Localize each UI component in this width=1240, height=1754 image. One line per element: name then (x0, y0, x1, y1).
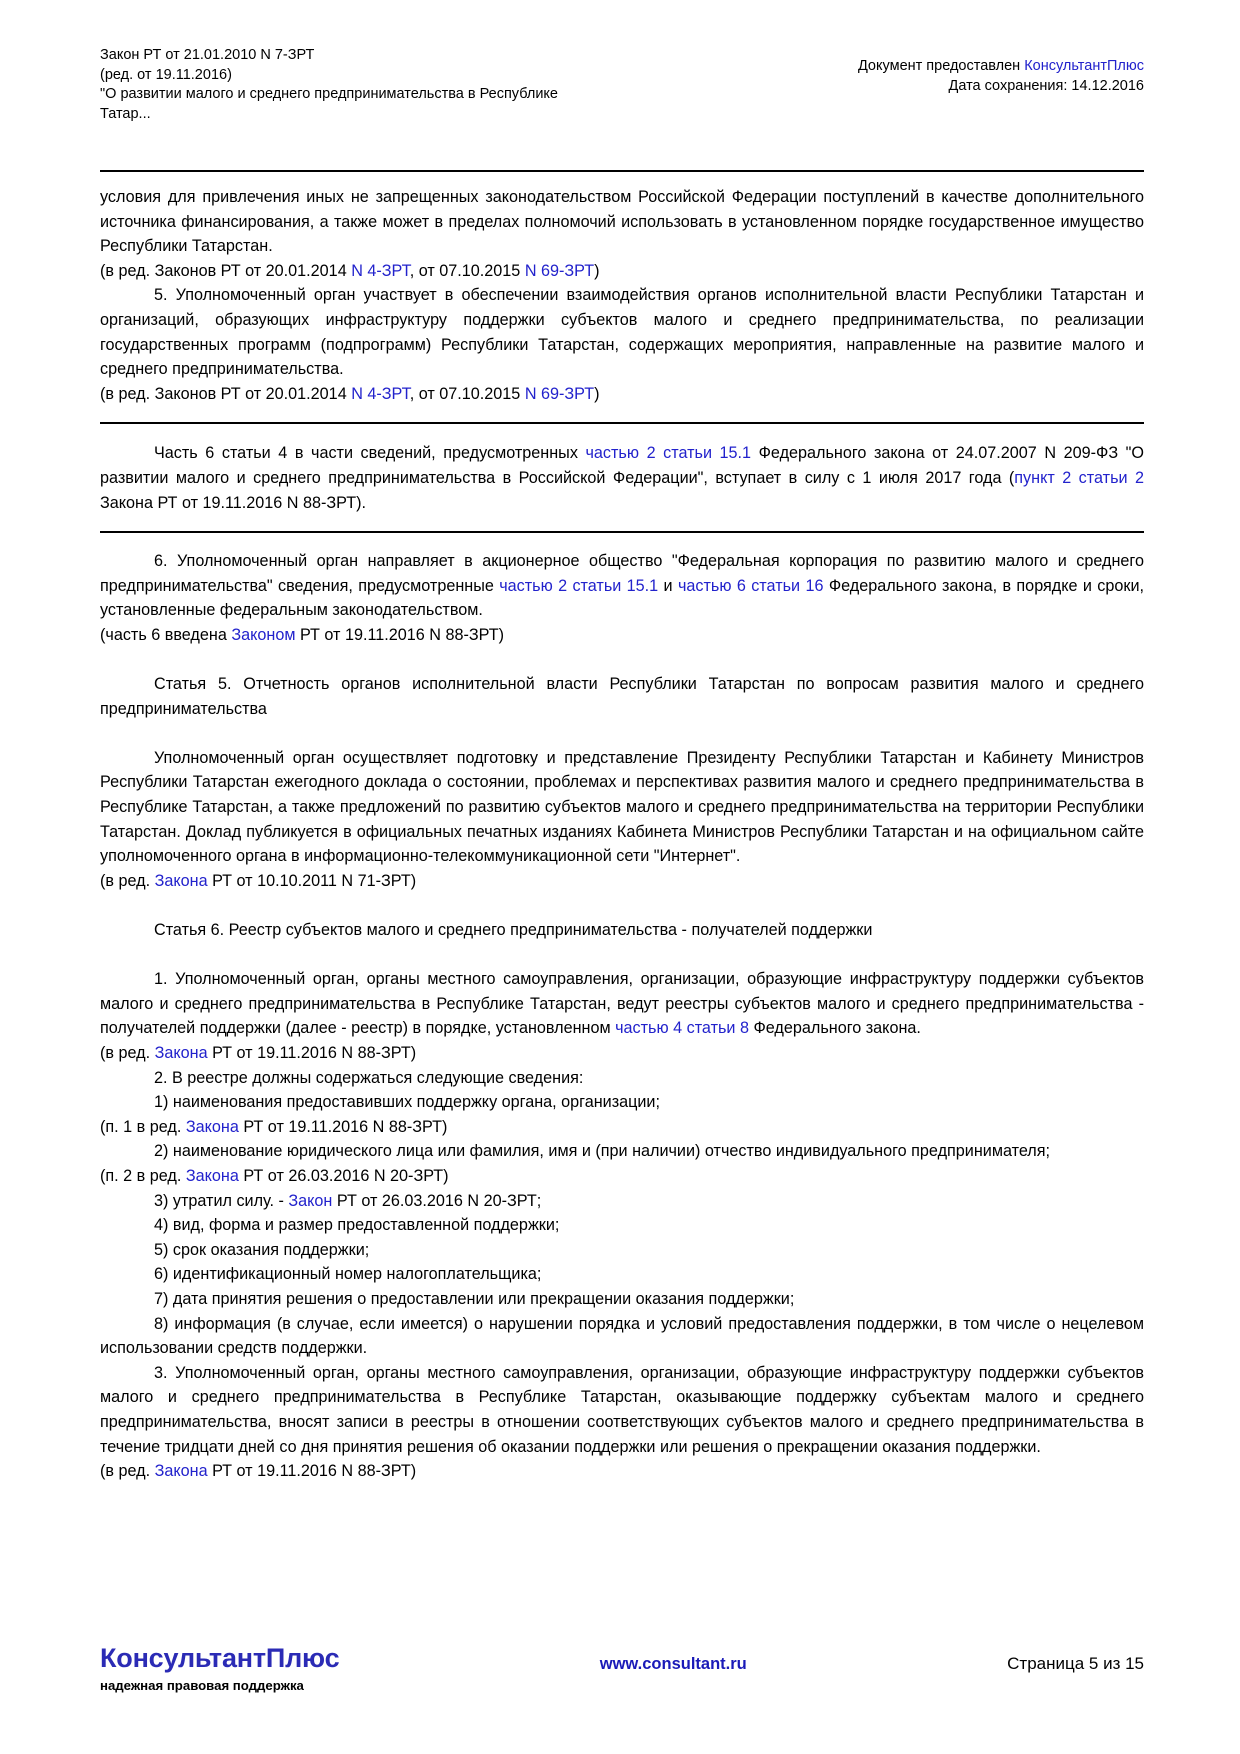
law-link[interactable]: Закона (154, 871, 208, 890)
note-suffix: Закона РТ от 19.11.2016 N 88-ЗРТ). (100, 493, 367, 512)
amendment-middle: , от 07.10.2015 (409, 261, 525, 280)
law-link[interactable]: N 4-ЗРТ (351, 261, 410, 280)
amendment-note-2 (100, 382, 1144, 407)
federal-law-link[interactable]: частью 2 статьи 15.1 (585, 444, 752, 463)
page-footer (100, 1642, 1144, 1693)
article-5-paragraph: Уполномоченный орган осуществляет подготовку и представление Президенту Республики Татарстан и Кабинету Министров Республики Татарстан ежегодного доклада о состоянии, проблемах и перспективах развития малого и среднего предпринимательства в Республике Татарстан, а также предложений по развитию субъектов малого и среднего предпринимательства на территории Республики Татарстан. Доклад публикуется в официальных печатных изданиях Кабинета Министров Республики Татарстан и на официальном сайте уполномоченного органа в информационно-телекоммуникационной сети "Интернет". (100, 748, 1144, 866)
article-6-clause-3: 3. Уполномоченный орган, органы местного самоуправления, организации, образующие инфраструктуру поддержки субъектов малого и среднего предпринимательства в Республике Татарстан, оказывающие поддержку субъектам малого и среднего предпринимательства, вносят записи в реестры в отношении соответствующих субъектов малого и среднего предпринимательства в течение тридцати дней со дня принятия решения об оказании поддержки или решения о прекращении оказания поддержки. (100, 1363, 1144, 1456)
document-title-line2: Татар... (100, 105, 151, 122)
amendment-prefix: (в ред. (100, 1044, 155, 1062)
law-link[interactable]: N 69-ЗРТ (524, 261, 595, 280)
document-revision: (ред. от 19.11.2016) (100, 66, 232, 83)
federal-law-link[interactable]: частью 4 статьи 8 (615, 1019, 749, 1038)
clause-5: 5. Уполномоченный орган участвует в обеспечении взаимодействия органов исполнительной власти Республики Татарстан и организаций, образующих инфраструктуру поддержки субъектов малого и среднего предпринимательства, по реализации государственных программ (подпрограмм) Республики Татарстан, содержащих мероприятия, направленные на развитие малого и среднего предпринимательства. (100, 286, 1144, 379)
page-header (100, 46, 1144, 124)
amendment-note-4 (100, 869, 1144, 894)
clause-1-prefix: 1. Уполномоченный орган, органы местного самоуправления, организации, образующие инфраструктуру поддержки субъектов малого и среднего предпринимательства в Республике Татарстан, ведут реестры субъектов малого и среднего предпринимательства - получателей поддержки (далее - реестр) в порядке, установленном (100, 970, 1144, 1038)
amendment-note-6 (100, 1115, 1144, 1140)
amendment-prefix: (п. 1 в ред. (100, 1117, 186, 1136)
law-link[interactable]: Законом (231, 625, 296, 644)
article-5-heading: Статья 5. Отчетность органов исполнительной власти Республики Татарстан по вопросам развития малого и среднего предпринимательства (100, 675, 1144, 718)
amendment-prefix: (п. 2 в ред. (100, 1166, 186, 1185)
document-identification (100, 46, 558, 124)
item-3-prefix: 3) утратил силу. - (154, 1191, 289, 1210)
registry-item-5: 5) срок оказания поддержки; (154, 1240, 370, 1259)
clause-6-middle: и (658, 576, 678, 595)
amendment-note-8 (100, 1459, 1144, 1484)
document-source-info (858, 46, 1144, 96)
registry-item-2: 2) наименование юридического лица или фамилия, имя и (при наличии) отчество индивидуального предпринимателя; (154, 1142, 1051, 1161)
law-link[interactable]: Закона (185, 1166, 239, 1185)
saved-date: Дата сохранения: 14.12.2016 (948, 77, 1144, 94)
amendment-suffix: РТ от 19.11.2016 N 88-ЗРТ) (207, 1462, 417, 1481)
clause-6-suffix: Федерального закона, в порядке и сроки, установленные федеральным законодательством. (100, 576, 1144, 620)
clause-6-prefix: 6. Уполномоченный орган направляет в акционерное общество "Федеральная корпорация по развитию малого и среднего предпринимательства" сведения, предусмотренные (100, 552, 1144, 595)
amendment-suffix: РТ от 19.11.2016 N 88-ЗРТ) (295, 625, 504, 644)
item-3-suffix: РТ от 26.03.2016 N 20-ЗРТ; (332, 1191, 542, 1210)
clause-6 (100, 549, 1144, 623)
registry-item-4: 4) вид, форма и размер предоставленной поддержки; (154, 1216, 560, 1235)
amendment-prefix: (в ред. Законов РТ от 20.01.2014 (100, 261, 352, 280)
note-bottom-divider (100, 531, 1144, 533)
amendment-prefix: (в ред. (100, 871, 155, 890)
amendment-note-7 (100, 1164, 1144, 1189)
provided-by-line (858, 57, 1144, 77)
registry-item-1: 1) наименования предоставивших поддержку органа, организации; (154, 1093, 660, 1112)
brand-tagline: надежная правовая поддержка (100, 1677, 304, 1693)
consultant-plus-link[interactable]: КонсультантПлюс (1024, 58, 1144, 74)
article-6-clause-2: 2. В реестре должны содержаться следующие сведения: (154, 1068, 584, 1087)
document-law-number: Закон РТ от 21.01.2010 N 7-ЗРТ (100, 47, 315, 63)
paragraph-continuation: условия для привлечения иных не запрещенных законодательством Российской Федерации поступлений в качестве дополнительного источника финансирования, а также может в пределах полномочий использовать в установленном порядке государственное имущество Республики Татарстан. (100, 188, 1144, 256)
law-link[interactable]: N 4-ЗРТ (351, 384, 410, 403)
amendment-suffix: РТ от 26.03.2016 N 20-ЗРТ) (238, 1166, 449, 1185)
amendment-middle: , от 07.10.2015 (409, 384, 525, 403)
article-6-clause-1 (100, 967, 1144, 1041)
amendment-prefix: (часть 6 введена (100, 625, 232, 644)
document-body (100, 172, 1144, 1484)
law-link[interactable]: Закон (288, 1191, 333, 1210)
consultant-plus-logo (100, 1642, 340, 1693)
editorial-note-box (100, 422, 1144, 533)
registry-item-7: 7) дата принятия решения о предоставлении или прекращении оказания поддержки; (154, 1289, 795, 1308)
law-clause-link[interactable]: пункт 2 статьи 2 (1014, 468, 1145, 487)
amendment-suffix: ) (594, 384, 600, 403)
editorial-note-text (100, 441, 1144, 515)
law-link[interactable]: Закона (185, 1117, 239, 1136)
clause-1-suffix: Федерального закона. (748, 1019, 921, 1038)
document-title-line1: "О развитии малого и среднего предпринимательства в Республике (100, 86, 558, 102)
law-link[interactable]: Закона (154, 1462, 208, 1481)
amendment-note-1 (100, 259, 1144, 284)
amendment-suffix: РТ от 10.10.2011 N 71-ЗРТ) (207, 871, 417, 890)
amendment-suffix: ) (594, 261, 600, 280)
amendment-note-3 (100, 623, 1144, 648)
amendment-prefix: (в ред. Законов РТ от 20.01.2014 (100, 384, 352, 403)
brand-name: КонсультантПлюс (100, 1642, 340, 1673)
amendment-prefix: (в ред. (100, 1462, 155, 1481)
registry-item-3 (100, 1189, 1144, 1214)
note-middle: Федерального закона от 24.07.2007 N 209-ФЗ "О развитии малого и среднего предпринимательства в Российской Федерации", вступает в силу с 1 июля 2017 года ( (100, 444, 1144, 487)
page-number: Страница 5 из 15 (1007, 1653, 1144, 1673)
law-link[interactable]: N 69-ЗРТ (524, 384, 595, 403)
federal-law-link[interactable]: частью 6 статьи 16 (677, 576, 824, 595)
consultant-website-link[interactable]: www.consultant.ru (599, 1654, 747, 1673)
amendment-suffix: РТ от 19.11.2016 N 88-ЗРТ) (238, 1117, 448, 1136)
provided-by-label: Документ предоставлен (857, 58, 1025, 74)
registry-item-8: 8) информация (в случае, если имеется) о нарушении порядка и условий предоставления поддержки, в том числе о нецелевом использовании средств поддержки. (100, 1314, 1144, 1358)
amendment-note-5 (100, 1041, 1144, 1066)
article-6-heading: Статья 6. Реестр субъектов малого и среднего предпринимательства - получателей поддержки (154, 921, 873, 940)
amendment-suffix: РТ от 19.11.2016 N 88-ЗРТ) (207, 1044, 417, 1062)
registry-item-6: 6) идентификационный номер налогоплательщика; (154, 1265, 542, 1284)
federal-law-link[interactable]: частью 2 статьи 15.1 (499, 576, 659, 595)
editorial-note-content (100, 424, 1144, 531)
law-link[interactable]: Закона (154, 1044, 208, 1062)
note-prefix: Часть 6 статьи 4 в части сведений, предусмотренных (154, 444, 586, 463)
